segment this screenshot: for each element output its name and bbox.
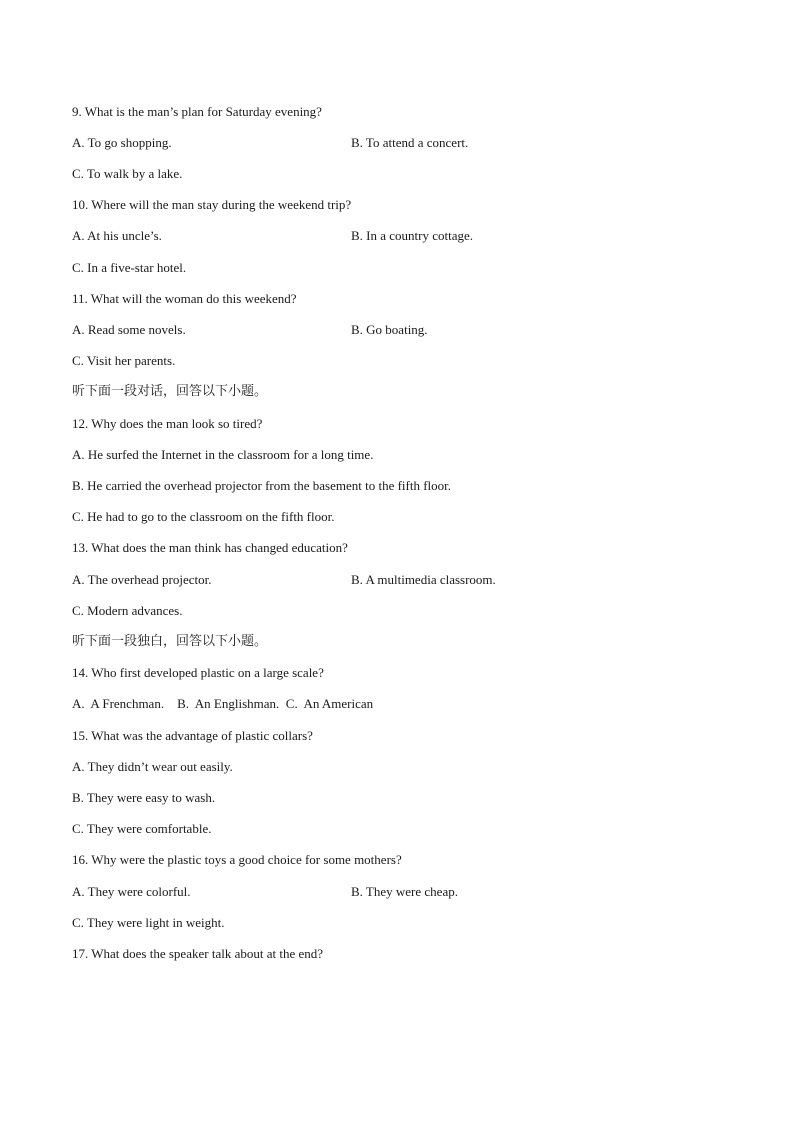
section-instruction-monologue: 听下面一段独白，回答以下小题。	[72, 634, 268, 649]
question-10-option-b: B. In a country cottage.	[351, 228, 474, 243]
question-12-option-a: A. He surfed the Internet in the classroom for a long time.	[72, 447, 374, 462]
section-instruction-dialogue: 听下面一段对话，回答以下小题。	[72, 384, 268, 399]
question-15-option-c: C. They were comfortable.	[72, 821, 212, 836]
question-16-option-b: B. They were cheap.	[351, 884, 458, 899]
question-9-option-a: A. To go shopping.	[72, 135, 172, 150]
question-12-option-c: C. He had to go to the classroom on the fifth floor.	[72, 509, 335, 524]
question-9-option-c: C. To walk by a lake.	[72, 166, 183, 181]
question-13-option-c: C. Modern advances.	[72, 603, 183, 618]
question-11-stem: 11. What will the woman do this weekend?	[72, 291, 297, 306]
question-16-option-c: C. They were light in weight.	[72, 915, 225, 930]
question-15-option-b: B. They were easy to wash.	[72, 790, 216, 805]
question-12-option-b: B. He carried the overhead projector from the basement to the fifth floor.	[72, 478, 452, 493]
question-13-stem: 13. What does the man think has changed education?	[72, 540, 348, 555]
question-10-option-a: A. At his uncle’s.	[72, 228, 162, 243]
question-14-options: A. A Frenchman. B. An Englishman. C. An American	[72, 696, 374, 711]
question-17-stem: 17. What does the speaker talk about at the end?	[72, 946, 324, 961]
question-9-option-b: B. To attend a concert.	[351, 135, 469, 150]
question-13-option-a: A. The overhead projector.	[72, 572, 212, 587]
question-15-stem: 15. What was the advantage of plastic collars?	[72, 728, 313, 743]
question-15-option-a: A. They didn’t wear out easily.	[72, 759, 233, 774]
question-12-stem: 12. Why does the man look so tired?	[72, 416, 263, 431]
question-10-stem: 10. Where will the man stay during the weekend trip?	[72, 197, 352, 212]
question-11-option-b: B. Go boating.	[351, 322, 428, 337]
question-11-option-c: C. Visit her parents.	[72, 353, 176, 368]
question-9-stem: 9. What is the man’s plan for Saturday evening?	[72, 104, 322, 119]
question-16-stem: 16. Why were the plastic toys a good choice for some mothers?	[72, 852, 402, 867]
question-13-option-b: B. A multimedia classroom.	[351, 572, 496, 587]
question-11-option-a: A. Read some novels.	[72, 322, 186, 337]
question-16-option-a: A. They were colorful.	[72, 884, 191, 899]
question-14-stem: 14. Who first developed plastic on a large scale?	[72, 665, 324, 680]
question-10-option-c: C. In a five-star hotel.	[72, 260, 187, 275]
